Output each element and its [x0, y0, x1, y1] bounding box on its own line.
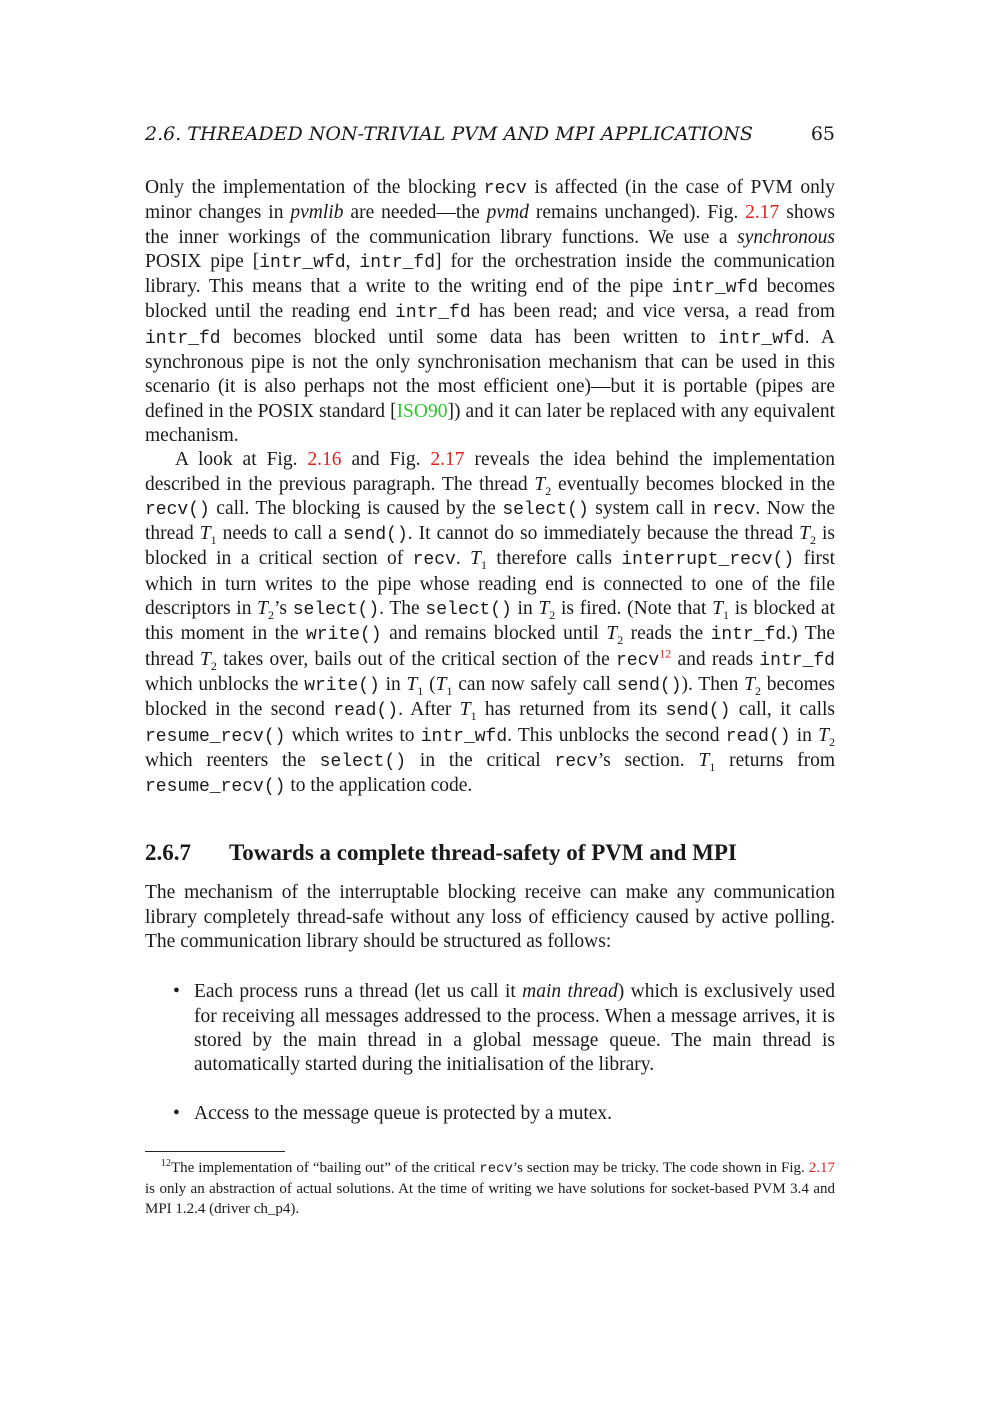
code-intr-fd: intr_fd: [145, 328, 221, 349]
section-number: 2.6.7: [145, 840, 191, 866]
emph-main-thread: main thread: [522, 981, 618, 1003]
math-t: T: [200, 648, 211, 670]
math-t: T: [818, 724, 829, 746]
math-t: T: [199, 523, 211, 545]
text-run: ) which is exclusively used for receiving all messages addressed to the process. When a message arrives, it is stored by the main thread in a global message queue. The main thread is automatically started during the initialisation of the library.: [194, 981, 835, 1076]
math-subscript: 2: [210, 658, 217, 673]
text-run: is only an abstraction of actual solutions. At the time of writing we have solutions for socket-based PVM 3.4 and MPI 1.2.4 (driver ch_p4).: [145, 1181, 835, 1217]
text-run: reveals the idea behind the implementation described in the previous paragraph. The thread: [145, 449, 835, 495]
text-run: Only the implementation of the blocking: [145, 177, 484, 198]
math-subscript: 1: [723, 607, 730, 622]
text-run: Access to the message queue is protected by a mutex.: [194, 1102, 613, 1124]
math-t: T: [459, 699, 471, 721]
emph-pvmd: pvmd: [486, 202, 529, 224]
math-subscript: 2: [755, 683, 761, 698]
footnote-divider: [145, 1151, 285, 1152]
figure-ref-link[interactable]: 2.17: [745, 202, 780, 224]
math-t: T: [698, 749, 710, 771]
text-run: in: [511, 598, 539, 620]
math-subscript: 1: [470, 709, 477, 724]
text-run: . Now the thread: [145, 497, 835, 545]
code-recv: recv: [712, 499, 756, 520]
math-t: T: [744, 673, 755, 695]
text-run: . A synchronous pipe is not the only synchronisation mechanism that can be used in this scenario (it is also perhaps not the most efficient one)—but it is portable (pipes are defined in the POSIX standard [: [145, 326, 835, 422]
text-run: takes over, bails out of the critical section of the: [216, 648, 616, 670]
text-run: Each process runs a thread (let us call it: [194, 981, 523, 1003]
text-run: . The: [379, 598, 426, 620]
text-run: is fired. (Note that: [555, 598, 713, 620]
math-subscript: 1: [417, 683, 424, 698]
text-run: ). Then: [681, 673, 745, 695]
code-read-call: read(): [333, 701, 399, 722]
code-recv: recv: [554, 751, 598, 772]
text-run: The implementation of “bailing out” of the critical: [171, 1160, 480, 1176]
text-run: can now safely call: [452, 673, 617, 695]
figure-ref-link[interactable]: 2.17: [430, 449, 465, 471]
text-run: becomes blocked in the second: [145, 673, 835, 721]
bullet-list: [145, 980, 835, 1125]
code-send-call: send(): [342, 525, 408, 546]
footnote-number: 12: [161, 1158, 171, 1169]
text-run: shows the inner workings of the communication library functions. We use a: [145, 202, 836, 248]
text-run: has returned from its: [476, 699, 666, 721]
text-run: needs to call a: [216, 523, 343, 545]
code-recv-call: recv(): [145, 499, 210, 520]
math-t: T: [799, 523, 810, 545]
code-intr-wfd: intr_wfd: [259, 252, 346, 273]
text-run: ] for the orchestration inside the communication library. This means that a write to the writing end of the pipe: [145, 250, 835, 298]
text-run: .) The thread: [145, 623, 836, 670]
code-recv: recv: [412, 550, 456, 571]
bullet-icon: •: [173, 981, 180, 1003]
text-run: in the critical: [406, 749, 555, 771]
text-run: . It cannot do so immediately because the thread: [407, 523, 800, 545]
list-item: [145, 980, 835, 1077]
math-t: T: [406, 673, 418, 695]
text-run: ]) and it can later be replaced with any equivalent mechanism.: [145, 400, 835, 446]
code-intr-wfd: intr_wfd: [718, 328, 805, 349]
code-select-call: select(): [502, 499, 589, 520]
text-run: . After: [398, 699, 460, 721]
math-t: T: [712, 598, 724, 620]
math-t: T: [606, 623, 618, 645]
code-write-call: write(): [305, 625, 382, 646]
text-run: is affected (in the case of PVM only minor changes in: [145, 177, 835, 224]
code-intr-wfd: intr_wfd: [420, 726, 508, 747]
code-intr-fd: intr_fd: [759, 650, 835, 671]
citation-link[interactable]: ISO90: [396, 400, 448, 422]
text-run: and remains blocked until: [381, 623, 607, 645]
code-select-call: select(): [425, 600, 512, 621]
code-read-call: read(): [725, 726, 791, 747]
math-subscript: 2: [809, 533, 816, 548]
text-run: which reenters the: [145, 749, 320, 771]
text-run: and Fig.: [341, 449, 431, 471]
text-run: A look at Fig.: [175, 449, 308, 471]
emph-pvmlib: pvmlib: [290, 202, 344, 224]
paragraph-interrupt-walkthrough: [145, 448, 835, 799]
text-run: eventually becomes blocked in the: [551, 473, 835, 495]
code-resume-recv: resume_recv(): [145, 726, 286, 747]
code-select-call: select(): [319, 751, 407, 772]
main-text: [145, 176, 835, 1150]
text-run: call. The blocking is caused by the: [209, 497, 503, 519]
math-t: T: [538, 598, 550, 620]
section-title: Towards a complete thread-safety of PVM and MPI: [229, 840, 737, 866]
code-select-call: select(): [292, 600, 380, 621]
code-send-call: send(): [616, 675, 682, 696]
math-subscript: 2: [829, 734, 835, 749]
math-subscript: 2: [268, 607, 275, 622]
text-run: ’s: [274, 598, 293, 620]
text-run: system call in: [588, 497, 713, 519]
paragraph-pipe-mechanism: [145, 176, 835, 448]
text-run: .: [455, 548, 471, 570]
text-run: is blocked at this moment in the: [145, 598, 835, 645]
code-recv: recv: [479, 1161, 513, 1177]
list-item: [145, 1102, 835, 1126]
text-run: which writes to: [285, 724, 421, 746]
math-t: T: [435, 673, 447, 695]
code-interrupt-recv: interrupt_recv(): [621, 550, 795, 571]
math-subscript: 1: [210, 533, 217, 548]
math-subscript: 1: [709, 759, 716, 774]
bullet-icon: •: [173, 1102, 180, 1124]
text-run: becomes blocked until some data has been written to: [220, 326, 719, 348]
math-subscript: 1: [446, 683, 453, 698]
text-run: reads the: [623, 623, 711, 645]
text-run: has been read; and vice versa, a read from: [470, 301, 835, 323]
text-run: POSIX pipe [: [145, 250, 260, 272]
text-run: are needed—the: [343, 202, 487, 224]
math-t: T: [257, 598, 269, 620]
math-t: T: [470, 548, 481, 570]
code-intr-fd: intr_fd: [395, 303, 471, 324]
text-run: remains unchanged). Fig.: [528, 202, 746, 224]
text-run: returns from: [715, 749, 836, 771]
math-t: T: [534, 473, 546, 495]
text-run: ,: [345, 250, 360, 272]
text-run: therefore calls: [487, 548, 622, 570]
code-send-call: send(): [665, 701, 731, 722]
emph-synchronous: synchronous: [737, 226, 835, 248]
text-run: in: [790, 724, 819, 746]
math-subscript: 2: [545, 483, 552, 498]
text-run: first which in turn writes to the pipe whose reading end is connected to one of the file descriptors in: [145, 548, 835, 620]
code-write-call: write(): [304, 675, 380, 696]
text-run: (: [423, 673, 436, 695]
text-run: which unblocks the: [145, 673, 305, 695]
running-title: 2.6. THREADED NON-TRIVIAL PVM AND MPI APPLICATIONS: [145, 123, 753, 145]
figure-ref-link[interactable]: 2.17: [808, 1160, 836, 1176]
code-resume-recv: resume_recv(): [145, 777, 286, 798]
figure-ref-link[interactable]: 2.16: [307, 449, 342, 471]
text-run: . This unblocks the second: [507, 724, 726, 746]
code-intr-fd: intr_fd: [359, 252, 436, 273]
section-heading: [145, 839, 835, 867]
text-run: becomes blocked until the reading end: [145, 276, 835, 323]
text-run: in: [379, 673, 407, 695]
text-run: is blocked in a critical section of: [145, 523, 835, 570]
running-header: [145, 122, 835, 146]
code-intr-fd: intr_fd: [710, 625, 787, 646]
math-subscript: 2: [549, 607, 556, 622]
text-run: ’s section.: [597, 749, 699, 771]
code-recv: recv: [483, 179, 527, 199]
text-run: ’s section may be tricky. The code shown in Fig.: [512, 1160, 809, 1176]
paragraph-thread-safety-intro: The mechanism of the interruptable blocking receive can make any communication library completely thread-safe without any loss of efficiency caused by active polling. The communication library should be structured as follows:: [145, 882, 835, 953]
text-run: call, it calls: [730, 699, 836, 721]
code-recv: recv: [616, 650, 660, 671]
math-subscript: 1: [481, 558, 487, 573]
text-run: and reads: [671, 648, 760, 670]
footnote-marker-link[interactable]: 12: [659, 646, 672, 661]
math-subscript: 2: [617, 633, 624, 648]
footnote: [145, 1158, 835, 1219]
code-intr-wfd: intr_wfd: [671, 278, 759, 299]
page-number: 65: [810, 123, 835, 145]
text-run: to the application code.: [285, 775, 473, 797]
